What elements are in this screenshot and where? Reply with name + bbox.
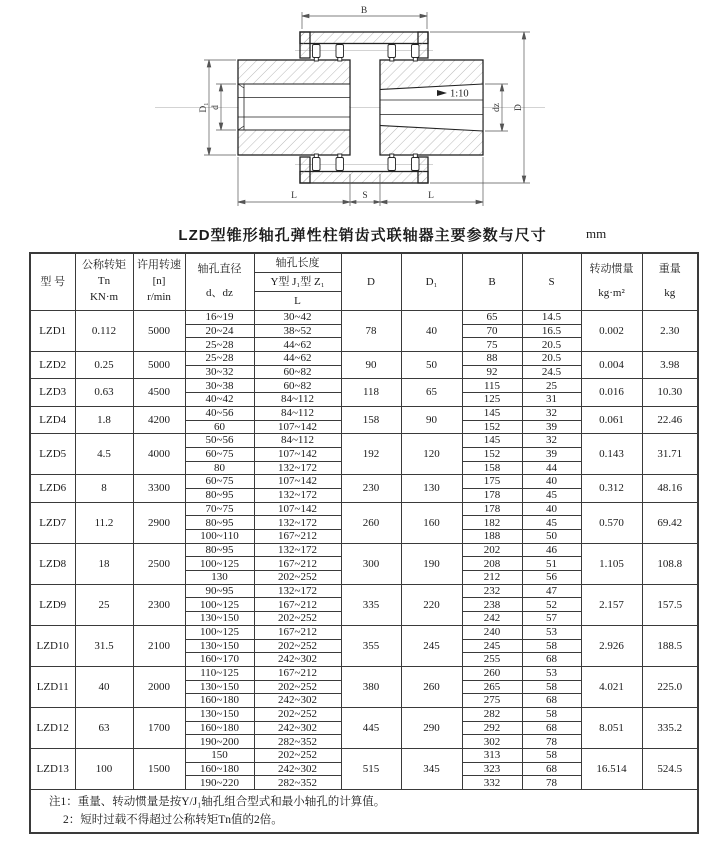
dim-label-l-right: L (428, 191, 434, 201)
B-cell: 188 (462, 530, 522, 544)
D-cell: 445 (341, 707, 401, 748)
header-bore-length-types: Y型 J₁型 Z₁ (254, 273, 341, 292)
bore-diameter-cell: 25~28 (185, 352, 254, 366)
table-row (30, 502, 698, 516)
bore-diameter-cell: 150 (185, 749, 254, 763)
bore-length-cell: 282~352 (254, 776, 341, 790)
S-cell: 57 (522, 612, 581, 626)
S-cell: 78 (522, 735, 581, 749)
inertia-cell: 0.004 (581, 352, 642, 379)
B-cell: 265 (462, 680, 522, 694)
bore-length-cell: 132~172 (254, 584, 341, 598)
S-cell: 32 (522, 406, 581, 420)
bore-diameter-cell: 160~180 (185, 694, 254, 708)
weight-cell: 3.98 (642, 352, 698, 379)
bore-diameter-cell: 160~180 (185, 762, 254, 776)
inertia-cell: 0.002 (581, 311, 642, 352)
torque-cell: 0.112 (75, 311, 133, 352)
bore-diameter-cell: 80~95 (185, 543, 254, 557)
D1-cell: 290 (401, 707, 462, 748)
weight-cell: 69.42 (642, 502, 698, 543)
S-cell: 53 (522, 625, 581, 639)
table-row (30, 406, 698, 420)
weight-cell: 188.5 (642, 625, 698, 666)
header-torque (75, 253, 133, 311)
speed-cell: 1700 (133, 707, 185, 748)
speed-cell: 3300 (133, 475, 185, 502)
header-bore-length-L: L (254, 292, 341, 311)
bore-length-cell: 60~82 (254, 379, 341, 393)
D1-cell: 160 (401, 502, 462, 543)
D1-cell: 50 (401, 352, 462, 379)
D-cell: 515 (341, 749, 401, 790)
B-cell: 292 (462, 721, 522, 735)
model-cell: LZD5 (30, 434, 75, 475)
D-cell: 90 (341, 352, 401, 379)
table-footer (30, 790, 698, 834)
table-row (30, 666, 698, 680)
bore-length-cell: 202~252 (254, 612, 341, 626)
dim-label-dz: dz (492, 103, 502, 112)
bore-diameter-cell: 130~150 (185, 707, 254, 721)
header-speed-line2: [n] (152, 275, 166, 288)
speed-cell: 5000 (133, 352, 185, 379)
weight-cell: 10.30 (642, 379, 698, 406)
D1-cell: 90 (401, 406, 462, 433)
weight-cell: 2.30 (642, 311, 698, 352)
D-cell: 335 (341, 584, 401, 625)
speed-cell: 2500 (133, 543, 185, 584)
bore-diameter-cell: 190~220 (185, 776, 254, 790)
spec-table (29, 252, 699, 834)
B-cell: 182 (462, 516, 522, 530)
S-cell: 39 (522, 447, 581, 461)
bore-diameter-cell: 160~180 (185, 721, 254, 735)
B-cell: 245 (462, 639, 522, 653)
dim-label-l-left: L (291, 191, 297, 201)
left-hub (238, 60, 350, 155)
bore-length-cell: 167~212 (254, 557, 341, 571)
torque-cell: 1.8 (75, 406, 133, 433)
model-cell: LZD13 (30, 749, 75, 790)
D-cell: 380 (341, 666, 401, 707)
speed-cell: 4000 (133, 434, 185, 475)
S-cell: 78 (522, 776, 581, 790)
bore-length-cell: 60~82 (254, 365, 341, 379)
D-cell: 355 (341, 625, 401, 666)
S-cell: 47 (522, 584, 581, 598)
B-cell: 152 (462, 420, 522, 434)
B-cell: 125 (462, 393, 522, 407)
model-cell: LZD3 (30, 379, 75, 406)
header-col-D: D (341, 253, 401, 311)
bore-length-cell: 107~142 (254, 447, 341, 461)
D-cell: 192 (341, 434, 401, 475)
bore-length-cell: 84~112 (254, 406, 341, 420)
weight-cell: 524.5 (642, 749, 698, 790)
bore-length-cell: 132~172 (254, 543, 341, 557)
bore-length-cell: 167~212 (254, 625, 341, 639)
B-cell: 65 (462, 311, 522, 325)
bore-diameter-cell: 130~150 (185, 680, 254, 694)
bore-length-cell: 202~252 (254, 749, 341, 763)
bore-diameter-cell: 60~75 (185, 475, 254, 489)
pin-teeth-top (313, 45, 420, 62)
speed-cell: 2900 (133, 502, 185, 543)
table-row (30, 625, 698, 639)
model-cell: LZD11 (30, 666, 75, 707)
bore-length-cell: 132~172 (254, 516, 341, 530)
B-cell: 232 (462, 584, 522, 598)
weight-cell: 108.8 (642, 543, 698, 584)
bore-diameter-cell: 100~110 (185, 530, 254, 544)
model-cell: LZD6 (30, 475, 75, 502)
torque-cell: 100 (75, 749, 133, 790)
header-torque-line3: KN·m (89, 290, 119, 303)
dim-label-d: d (211, 105, 221, 110)
inertia-cell: 2.157 (581, 584, 642, 625)
header-torque-line2: Tn (97, 275, 111, 288)
S-cell: 24.5 (522, 365, 581, 379)
bore-length-cell: 167~212 (254, 666, 341, 680)
B-cell: 158 (462, 461, 522, 475)
taper-label: 1:10 (450, 88, 469, 100)
bore-diameter-cell: 70~75 (185, 502, 254, 516)
header-inertia-line1: 转动惯量 (589, 263, 634, 276)
bore-diameter-cell: 60~75 (185, 447, 254, 461)
bore-diameter-cell: 130 (185, 571, 254, 585)
bore-length-cell: 282~352 (254, 735, 341, 749)
inertia-cell: 4.021 (581, 666, 642, 707)
bore-diameter-cell: 130~150 (185, 612, 254, 626)
S-cell: 68 (522, 721, 581, 735)
S-cell: 44 (522, 461, 581, 475)
bore-diameter-cell: 30~38 (185, 379, 254, 393)
bore-diameter-cell: 16~19 (185, 311, 254, 325)
dim-label-b: B (360, 6, 368, 16)
B-cell: 178 (462, 502, 522, 516)
torque-cell: 0.63 (75, 379, 133, 406)
bore-diameter-cell: 100~125 (185, 557, 254, 571)
dim-label-big-d: D (514, 104, 524, 111)
note-2: 2：短时过载不得超过公称转矩Tn值的2倍。 (63, 814, 283, 827)
weight-cell: 335.2 (642, 707, 698, 748)
S-cell: 68 (522, 762, 581, 776)
B-cell: 242 (462, 612, 522, 626)
B-cell: 178 (462, 488, 522, 502)
B-cell: 202 (462, 543, 522, 557)
bore-diameter-cell: 40~42 (185, 393, 254, 407)
bore-diameter-cell: 100~125 (185, 598, 254, 612)
table-row (30, 543, 698, 557)
D1-cell: 345 (401, 749, 462, 790)
header-speed (133, 253, 185, 311)
bore-diameter-cell: 190~200 (185, 735, 254, 749)
S-cell: 20.5 (522, 352, 581, 366)
D-cell: 300 (341, 543, 401, 584)
B-cell: 255 (462, 653, 522, 667)
bore-length-cell: 242~302 (254, 694, 341, 708)
S-cell: 40 (522, 475, 581, 489)
B-cell: 302 (462, 735, 522, 749)
bore-length-cell: 242~302 (254, 653, 341, 667)
model-cell: LZD10 (30, 625, 75, 666)
speed-cell: 5000 (133, 311, 185, 352)
D1-cell: 190 (401, 543, 462, 584)
inertia-cell: 0.016 (581, 379, 642, 406)
S-cell: 40 (522, 502, 581, 516)
bore-diameter-cell: 80~95 (185, 488, 254, 502)
inertia-cell: 0.312 (581, 475, 642, 502)
inertia-cell: 2.926 (581, 625, 642, 666)
bore-length-cell: 84~112 (254, 393, 341, 407)
speed-cell: 4200 (133, 406, 185, 433)
table-body (30, 311, 698, 790)
note-1: 注1：重量、转动惯量是按Y/J₁轴孔组合型式和最小轴孔的计算值。 (49, 795, 386, 808)
model-cell: LZD2 (30, 352, 75, 379)
bore-length-cell: 132~172 (254, 488, 341, 502)
inertia-cell: 1.105 (581, 543, 642, 584)
header-bore-diameter (185, 253, 254, 311)
B-cell: 88 (462, 352, 522, 366)
D-cell: 158 (341, 406, 401, 433)
B-cell: 238 (462, 598, 522, 612)
speed-cell: 2000 (133, 666, 185, 707)
dim-label-d1: D₁ (199, 102, 209, 113)
header-weight-line2: kg (664, 287, 676, 299)
model-cell: LZD8 (30, 543, 75, 584)
speed-cell: 4500 (133, 379, 185, 406)
bore-length-cell: 30~42 (254, 311, 341, 325)
torque-cell: 4.5 (75, 434, 133, 475)
sleeve-top (300, 32, 428, 61)
header-speed-line1: 许用转速 (137, 259, 181, 272)
model-cell: LZD4 (30, 406, 75, 433)
S-cell: 45 (522, 516, 581, 530)
notes-cell (30, 790, 698, 834)
S-cell: 14.5 (522, 311, 581, 325)
bore-length-cell: 107~142 (254, 502, 341, 516)
header-col-B: B (462, 253, 522, 311)
S-cell: 53 (522, 666, 581, 680)
bore-length-cell: 167~212 (254, 530, 341, 544)
model-cell: LZD1 (30, 311, 75, 352)
B-cell: 145 (462, 434, 522, 448)
bore-length-cell: 202~252 (254, 571, 341, 585)
S-cell: 50 (522, 530, 581, 544)
bore-length-cell: 44~62 (254, 338, 341, 352)
header-bore-length: 轴孔长度 (254, 253, 341, 273)
table-row (30, 352, 698, 366)
table-row (30, 584, 698, 598)
D1-cell: 220 (401, 584, 462, 625)
unit-label: mm (586, 226, 607, 241)
B-cell: 240 (462, 625, 522, 639)
torque-cell: 11.2 (75, 502, 133, 543)
header-col-D1: D₁ (401, 253, 462, 311)
S-cell: 68 (522, 653, 581, 667)
sleeve-bottom (300, 154, 428, 183)
bore-length-cell: 202~252 (254, 639, 341, 653)
D-cell: 118 (341, 379, 401, 406)
S-cell: 51 (522, 557, 581, 571)
pin-teeth-bottom (313, 154, 420, 171)
B-cell: 152 (462, 447, 522, 461)
torque-cell: 25 (75, 584, 133, 625)
weight-cell: 22.46 (642, 406, 698, 433)
bore-length-cell: 202~252 (254, 680, 341, 694)
header-model: 型 号 (30, 253, 75, 311)
S-cell: 56 (522, 571, 581, 585)
bore-diameter-cell: 25~28 (185, 338, 254, 352)
bore-diameter-cell: 50~56 (185, 434, 254, 448)
D1-cell: 65 (401, 379, 462, 406)
dim-label-s: S (362, 191, 368, 201)
header-speed-line3: r/min (147, 290, 171, 303)
torque-cell: 18 (75, 543, 133, 584)
header-inertia (581, 253, 642, 311)
header-weight-line1: 重量 (658, 263, 681, 276)
B-cell: 115 (462, 379, 522, 393)
B-cell: 75 (462, 338, 522, 352)
bore-diameter-cell: 110~125 (185, 666, 254, 680)
bore-diameter-cell: 80~95 (185, 516, 254, 530)
model-cell: LZD7 (30, 502, 75, 543)
S-cell: 52 (522, 598, 581, 612)
bore-length-cell: 202~252 (254, 707, 341, 721)
S-cell: 46 (522, 543, 581, 557)
header-weight (642, 253, 698, 311)
weight-cell: 225.0 (642, 666, 698, 707)
S-cell: 58 (522, 749, 581, 763)
B-cell: 212 (462, 571, 522, 585)
bore-diameter-cell: 60 (185, 420, 254, 434)
header-torque-line1: 公称转矩 (82, 259, 126, 272)
D-cell: 230 (341, 475, 401, 502)
table-row (30, 379, 698, 393)
B-cell: 145 (462, 406, 522, 420)
bore-length-cell: 44~62 (254, 352, 341, 366)
inertia-cell: 0.143 (581, 434, 642, 475)
bore-length-cell: 242~302 (254, 762, 341, 776)
bore-diameter-cell: 90~95 (185, 584, 254, 598)
model-cell: LZD12 (30, 707, 75, 748)
header-inertia-line2: kg·m² (598, 287, 625, 299)
bore-diameter-cell: 80 (185, 461, 254, 475)
B-cell: 260 (462, 666, 522, 680)
D1-cell: 130 (401, 475, 462, 502)
bore-diameter-cell: 40~56 (185, 406, 254, 420)
bore-diameter-cell: 30~32 (185, 365, 254, 379)
S-cell: 16.5 (522, 324, 581, 338)
torque-cell: 63 (75, 707, 133, 748)
inertia-cell: 0.061 (581, 406, 642, 433)
S-cell: 31 (522, 393, 581, 407)
S-cell: 45 (522, 488, 581, 502)
B-cell: 282 (462, 707, 522, 721)
B-cell: 323 (462, 762, 522, 776)
model-cell: LZD9 (30, 584, 75, 625)
B-cell: 332 (462, 776, 522, 790)
B-cell: 175 (462, 475, 522, 489)
inertia-cell: 16.514 (581, 749, 642, 790)
right-hub (380, 60, 483, 155)
D1-cell: 40 (401, 311, 462, 352)
B-cell: 208 (462, 557, 522, 571)
weight-cell: 157.5 (642, 584, 698, 625)
bore-length-cell: 38~52 (254, 324, 341, 338)
weight-cell: 48.16 (642, 475, 698, 502)
S-cell: 58 (522, 680, 581, 694)
torque-cell: 31.5 (75, 625, 133, 666)
D1-cell: 260 (401, 666, 462, 707)
bore-length-cell: 167~212 (254, 598, 341, 612)
bore-length-cell: 107~142 (254, 475, 341, 489)
D1-cell: 245 (401, 625, 462, 666)
torque-cell: 8 (75, 475, 133, 502)
torque-cell: 40 (75, 666, 133, 707)
bore-diameter-cell: 130~150 (185, 639, 254, 653)
weight-cell: 31.71 (642, 434, 698, 475)
page-title: LZD型锥形轴孔弹性柱销齿式联轴器主要参数与尺寸 (178, 227, 547, 244)
B-cell: 70 (462, 324, 522, 338)
table-row (30, 475, 698, 489)
table-row (30, 311, 698, 325)
S-cell: 32 (522, 434, 581, 448)
S-cell: 20.5 (522, 338, 581, 352)
bore-diameter-cell: 160~170 (185, 653, 254, 667)
speed-cell: 2100 (133, 625, 185, 666)
D-cell: 78 (341, 311, 401, 352)
header-bore-diameter-line2: d、dz (206, 287, 233, 299)
bore-length-cell: 132~172 (254, 461, 341, 475)
B-cell: 313 (462, 749, 522, 763)
torque-cell: 0.25 (75, 352, 133, 379)
B-cell: 92 (462, 365, 522, 379)
D1-cell: 120 (401, 434, 462, 475)
S-cell: 25 (522, 379, 581, 393)
table-header (30, 253, 698, 311)
table-row (30, 749, 698, 763)
inertia-cell: 8.051 (581, 707, 642, 748)
bore-length-cell: 84~112 (254, 434, 341, 448)
B-cell: 275 (462, 694, 522, 708)
bore-diameter-cell: 20~24 (185, 324, 254, 338)
S-cell: 68 (522, 694, 581, 708)
S-cell: 58 (522, 639, 581, 653)
header-col-S: S (522, 253, 581, 311)
bore-length-cell: 107~142 (254, 420, 341, 434)
header-bore-diameter-line1: 轴孔直径 (197, 263, 242, 276)
speed-cell: 1500 (133, 749, 185, 790)
bore-length-cell: 242~302 (254, 721, 341, 735)
inertia-cell: 0.570 (581, 502, 642, 543)
S-cell: 58 (522, 707, 581, 721)
D-cell: 260 (341, 502, 401, 543)
S-cell: 39 (522, 420, 581, 434)
table-row (30, 434, 698, 448)
bore-diameter-cell: 100~125 (185, 625, 254, 639)
table-row (30, 707, 698, 721)
speed-cell: 2300 (133, 584, 185, 625)
coupling-drawing (0, 0, 725, 222)
